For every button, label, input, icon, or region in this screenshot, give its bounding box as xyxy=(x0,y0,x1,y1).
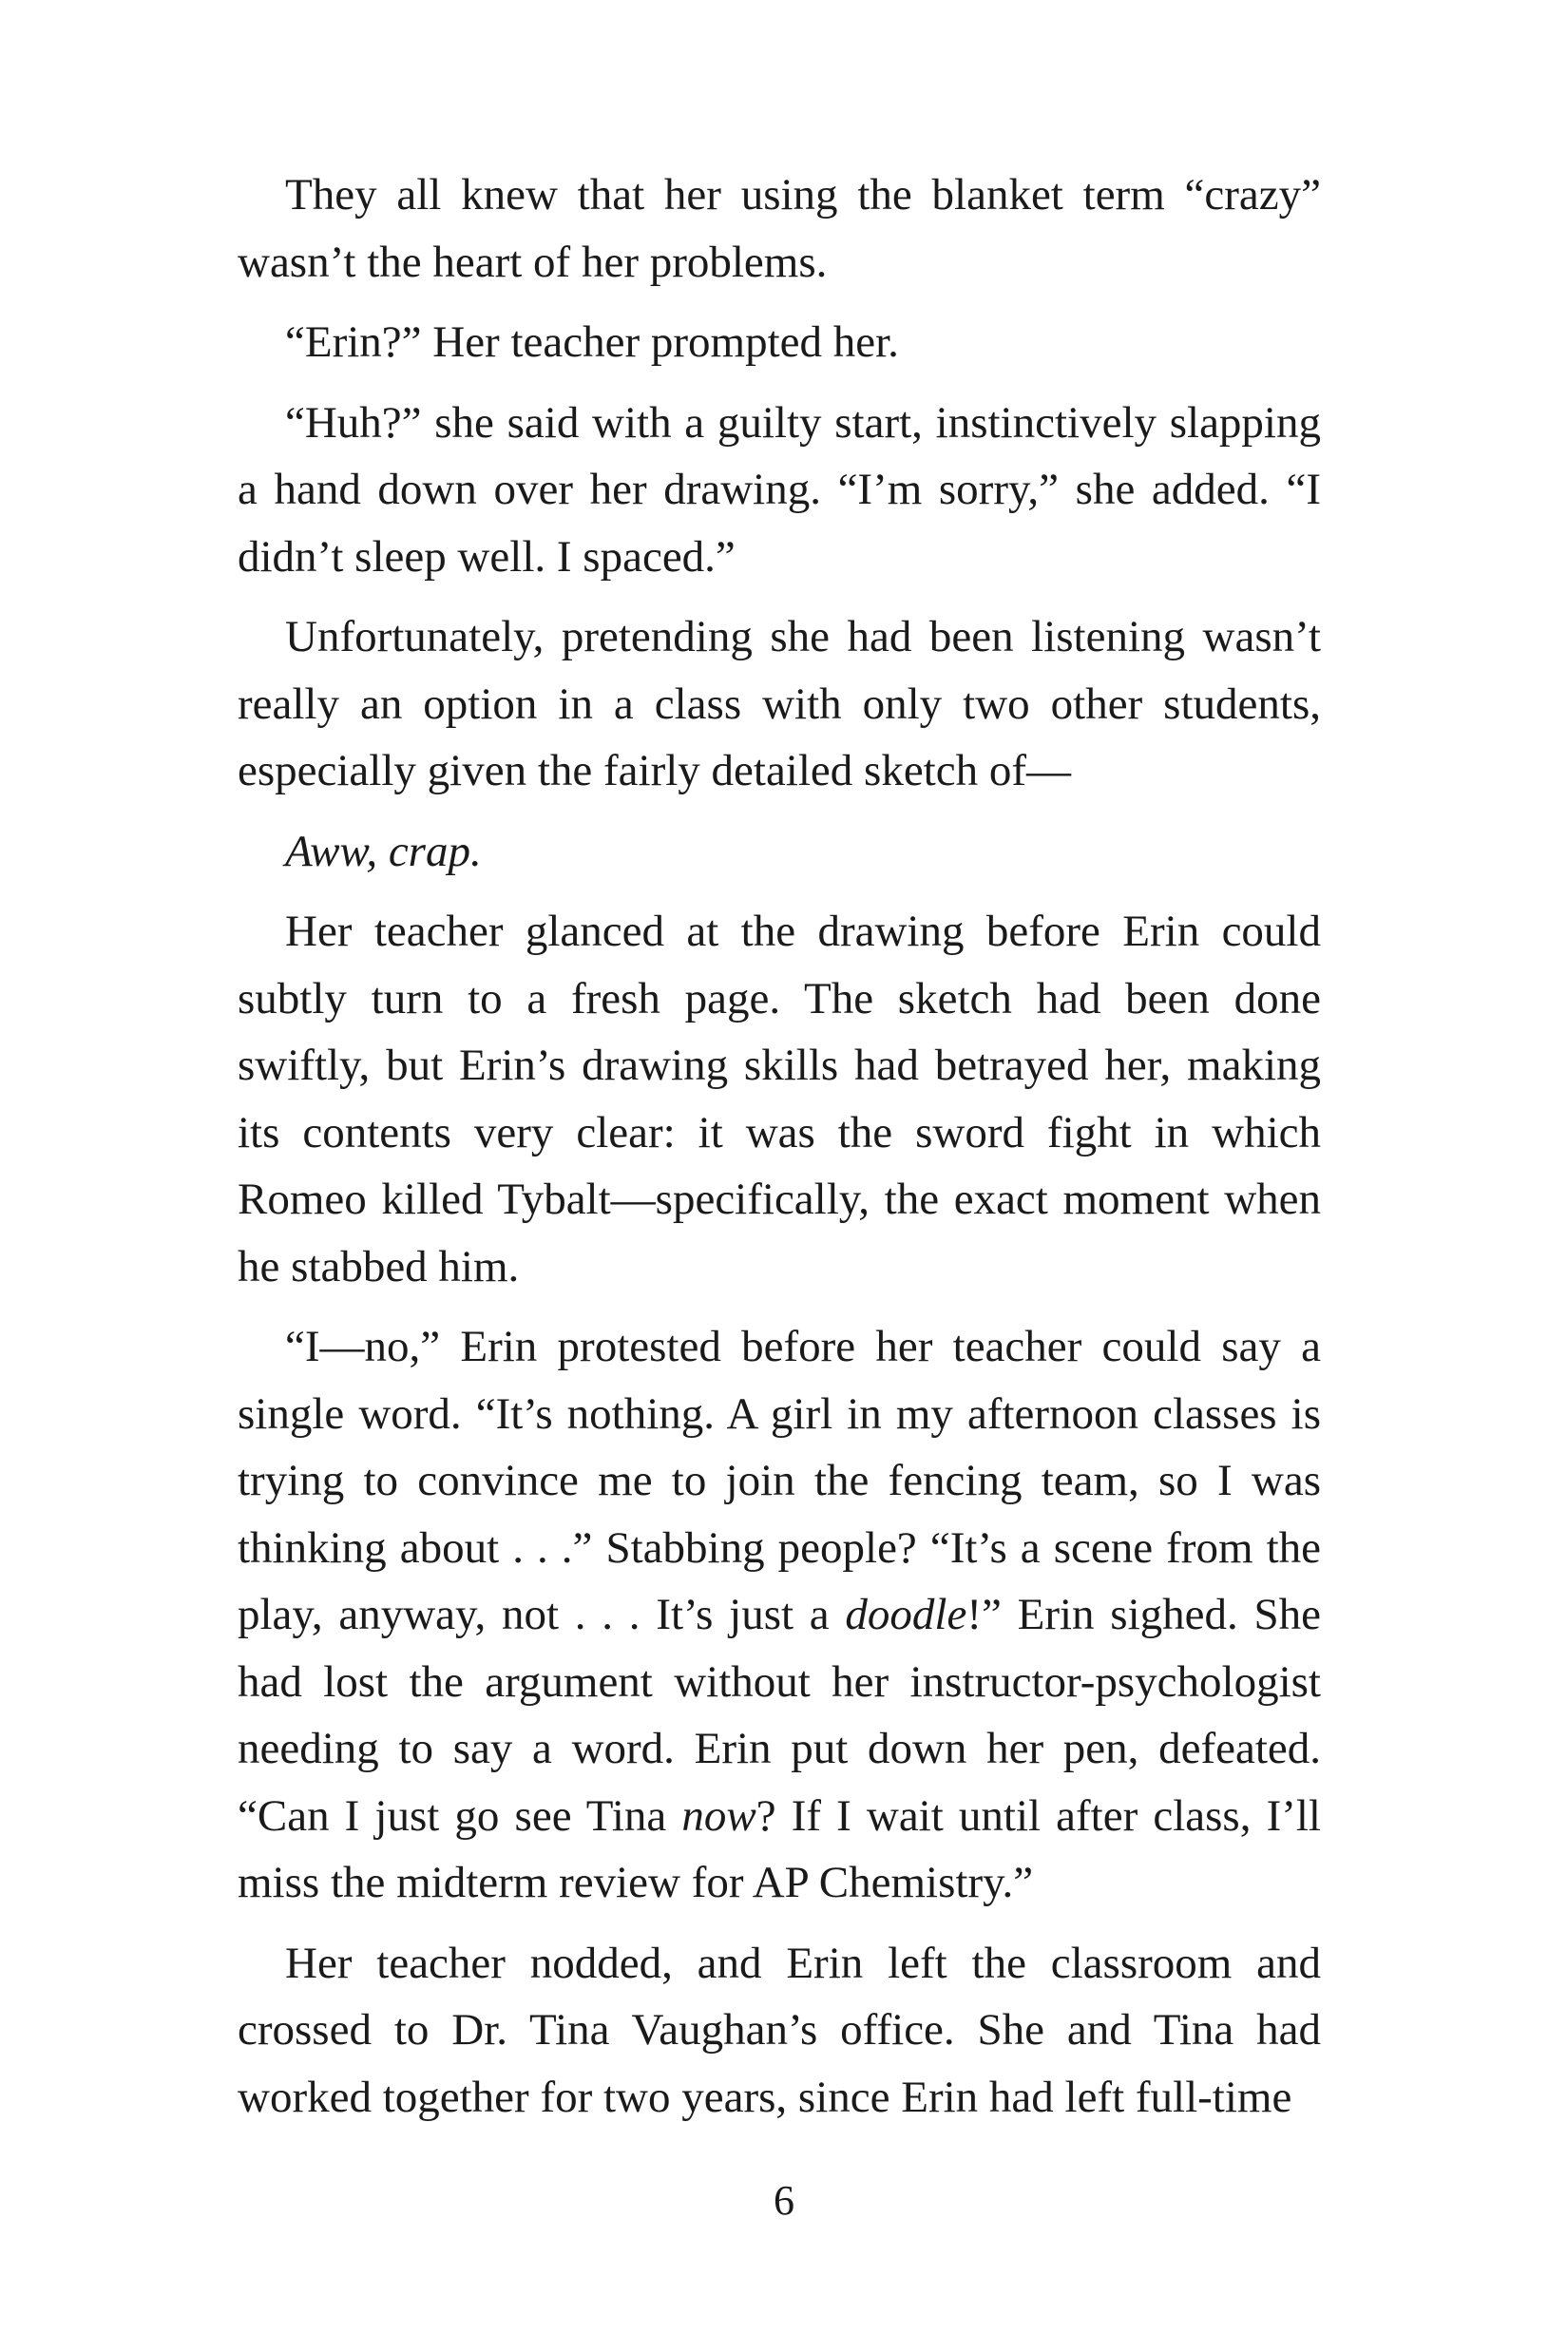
paragraph xyxy=(238,1313,1321,1917)
paragraph xyxy=(238,390,1321,591)
page-number: 6 xyxy=(774,2177,794,2224)
paragraph-text: “Huh?” she said with a guilty start, instinctively slapping a hand down over her drawing. “I’m sorry,” she added. “I didn’t sleep well. I spaced.” xyxy=(238,397,1321,582)
paragraph xyxy=(238,1930,1321,2132)
paragraph-text: !” Erin sighed. She had lost the argument without her instructor-psychologist needing to say a word. Erin put down her pen, defeated. “Can I just go see Tina xyxy=(238,1590,1322,1841)
paragraph-text: “Erin?” Her teacher prompted her. xyxy=(285,317,899,367)
paragraph-text: Her teacher glanced at the drawing before Erin could subtly turn to a fresh page. The sketch had been done swiftly, but Erin’s drawing skills had betrayed her, making its contents very clear: it was the sword fight in which Romeo killed Tybalt—specifically, the exact moment when he stabbed him. xyxy=(238,907,1321,1291)
body-text xyxy=(238,162,1321,2131)
italic-word: now xyxy=(681,1790,756,1841)
paragraph xyxy=(238,309,1321,376)
paragraph xyxy=(238,818,1321,886)
paragraph-text: Her teacher nodded, and Erin left the classroom and crossed to Dr. Tina Vaughan’s office. She and Tina had worked together for two years, since Erin had left full-time xyxy=(238,1938,1321,2122)
paragraph-text: They all knew that her using the blanket term “crazy” wasn’t the heart of her problems. xyxy=(238,170,1321,287)
paragraph xyxy=(238,603,1321,805)
paragraph xyxy=(238,898,1321,1300)
italic-thought: Aww, crap. xyxy=(285,826,482,876)
paragraph-text: “I—no,” Erin protested before her teacher could say a single word. “It’s nothing. A girl in my afternoon classes is trying to convince me to join the fencing team, so I was thinking about . . .” Stabbing people? “It’s a scene from the play, anyway, not . . . It’s just a xyxy=(238,1322,1321,1639)
paragraph xyxy=(238,162,1321,296)
italic-word: doodle xyxy=(845,1590,967,1639)
paragraph-text: ? If I wait until after class, I’ll miss the midterm review for AP Chemistry.” xyxy=(238,1790,1321,1907)
paragraph-text: Unfortunately, pretending she had been listening wasn’t really an option in a class with only two other students, especially given the fairly detailed sketch of— xyxy=(238,612,1321,795)
